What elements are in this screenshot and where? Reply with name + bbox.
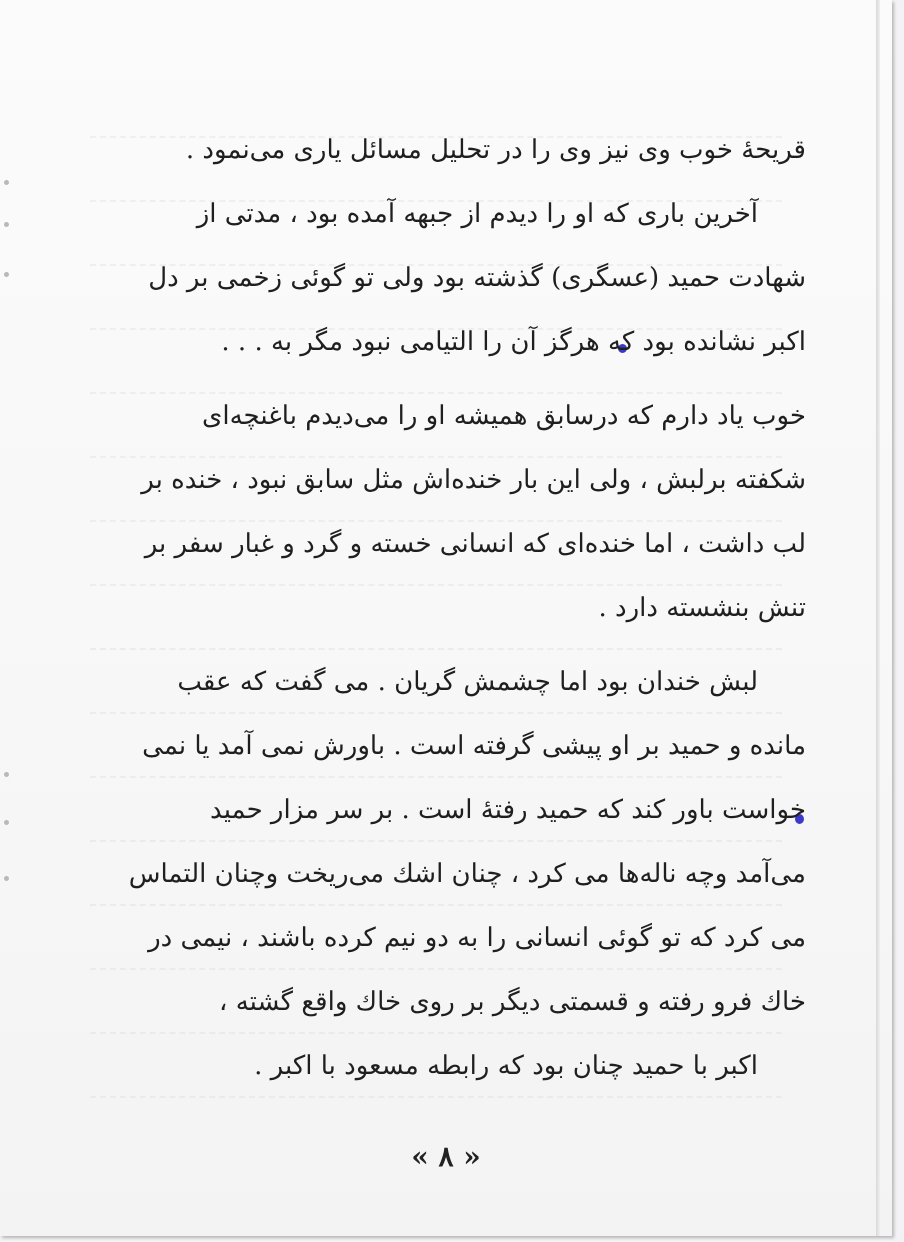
text-line: لبش خندان بود اما چشمش گریان . می گفت که عقب (177, 667, 758, 697)
text-line: قریحهٔ خوب وی نیز وی را در تحلیل مسائل یاری می‌نمود . (185, 135, 806, 165)
binding-hole (4, 272, 9, 277)
paragraph-2 (58, 384, 806, 640)
text-line: خواست باور کند که حمید رفتهٔ است . بر سر مزار حمید (210, 795, 806, 825)
paragraph-1 (58, 118, 806, 374)
binding-hole (4, 222, 9, 227)
binding-hole (4, 772, 9, 777)
text-line: خوب یاد دارم که درسابق همیشه او را می‌دیدم باغنچه‌ای (202, 401, 806, 431)
paragraph-3 (58, 650, 806, 1034)
text-line: تنش بنشسته دارد . (598, 593, 806, 623)
page-number: « ۸ » (411, 1140, 481, 1173)
binding-hole (4, 876, 9, 881)
text-line: مانده و حمید بر او پیشی گرفته است . باورش نمی آمد یا نمی‌ (142, 731, 806, 761)
body-text (58, 118, 806, 1098)
binding-holes (4, 0, 14, 1236)
paragraph-4 (58, 1034, 806, 1098)
text-line: لب داشت ، اما خنده‌ای که انسانی خسته و گرد و غبار سفر بر (144, 529, 806, 559)
text-line: اکبر با حمید چنان بود که رابطه مسعود با اکبر . (254, 1051, 758, 1081)
binding-hole (4, 180, 9, 185)
text-line: شکفته برلبش ، ولی این بار خنده‌اش مثل سابق نبود ، خنده بر (141, 465, 806, 495)
text-line: خاك فرو رفته و قسمتی دیگر بر روی خاك واقع گشته ، (219, 987, 806, 1017)
text-line: می‌آمد وچه ناله‌ها می کرد ، چنان اشك می‌ریخت وچنان التماس (128, 859, 806, 889)
text-line: می کرد که تو گوئی انسانی را به دو نیم کرده باشند ، نیمی در (148, 923, 806, 953)
binding-hole (4, 820, 9, 825)
text-line: اکبر نشانده بود که هرگز آن را التیامی نبود مگر به . . . (221, 327, 806, 357)
page-edge (876, 0, 880, 1236)
text-line: شهادت حمید (عسگری) گذشته بود ولی تو گوئی زخمی بر دل (148, 263, 806, 293)
text-line: آخرین باری که او را دیدم از جبهه آمده بود ، مدتی از (196, 199, 758, 229)
